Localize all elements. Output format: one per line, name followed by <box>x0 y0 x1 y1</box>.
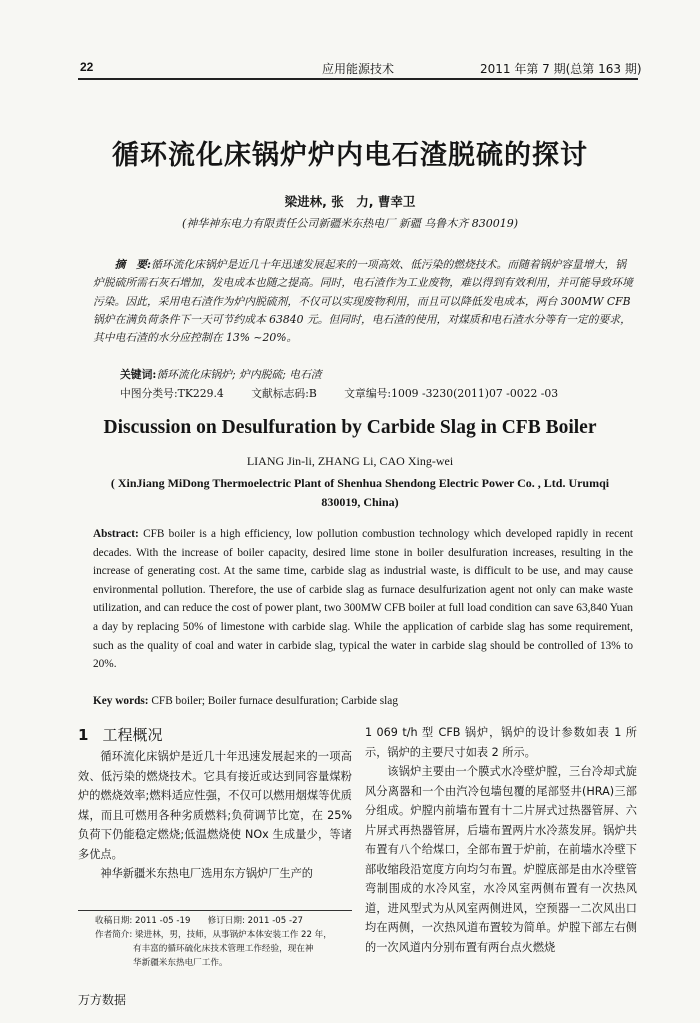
keywords-cn-label: 关键词: <box>120 368 157 381</box>
abstract-cn <box>93 256 633 347</box>
authors-en: LIANG Jin-li, ZHANG Li, CAO Xing-wei <box>246 454 454 468</box>
section-title: 工程概况 <box>102 726 163 744</box>
body-right-column <box>365 723 637 957</box>
paper-title-cn: 循环流化床锅炉炉内电石渣脱硫的探讨 <box>112 140 588 171</box>
authors-cn: 梁进林, 张 力, 曹幸卫 <box>284 194 416 209</box>
body-paragraph: 循环流化床锅炉是近几十年迅速发展起来的一项高效、低污染的燃烧技术。它具有接近或达到同容量煤粉炉的燃烧效率;燃料适应性强，不仅可以燃用烟煤等优质煤，而且可燃用各种劣质燃料;负荷调节比宽，在 25% 负荷下仍能稳定燃烧;低温燃烧使 NOx 生成量少，等诸多优点。 <box>78 750 352 861</box>
footnote-author-bio: 作者简介: 梁进林，男，技师，从事锅炉本体安装工作 22 年， <box>95 930 332 940</box>
header-rule <box>78 78 638 80</box>
body-paragraph: 该锅炉主要由一个膜式水冷壁炉膛，三台冷却式旋风分离器和一个由汽冷包墙包覆的尾部竖井(HRA)三部分组成。炉膛内前墙布置有十二片屏式过热器管屏、六片屏式再热器管屏，后墙布置两片水冷蒸发屏。锅炉共布置有八个给煤口，全部布置于炉前，在前墙水冷壁下部收缩段沿宽度方向均匀布置。炉膛底部是由水冷壁管弯制围成的水冷风室，水冷风室两侧布置有一次热风道，进风型式为从风室两侧进风，空预器一二次风出口均在两侧，一次热风道布置较为简单。炉膛下部左右侧的一次风道内分别布置有两台点火燃烧 <box>365 765 637 954</box>
footnote <box>95 914 353 970</box>
classification-row <box>120 386 640 401</box>
paper-title-en: Discussion on Desulfuration by Carbide Slag in CFB Boiler <box>103 417 597 438</box>
abstract-en-label: Abstract: <box>93 528 139 540</box>
body-paragraph: 神华新疆米东热电厂选用东方锅炉厂生产的 <box>100 867 313 880</box>
section-heading <box>78 724 162 745</box>
journal-name: 应用能源技术 <box>322 62 395 76</box>
article-number: 文章编号:1009 -3230(2011)07 -0022 -03 <box>344 387 559 400</box>
footnote-author-bio-cont: 有丰富的循环硫化床技术管理工作经验，现在神 <box>133 944 314 954</box>
section-number: 1 <box>78 726 89 744</box>
abstract-cn-label: 摘 要: <box>114 258 151 271</box>
keywords-en-label: Key words: <box>93 695 149 707</box>
keywords-en <box>93 695 398 707</box>
footnote-rule <box>78 910 352 911</box>
abstract-en <box>93 525 633 674</box>
footnote-dates: 收稿日期: 2011 -05 -19 修订日期: 2011 -05 -27 <box>95 916 304 926</box>
watermark: 万方数据 <box>78 993 127 1007</box>
keywords-cn-text: 循环流化床锅炉; 炉内脱硫; 电石渣 <box>156 368 322 381</box>
footnote-author-bio-cont: 华新疆米东热电厂工作。 <box>133 958 228 968</box>
keywords-cn <box>120 367 322 382</box>
page-number: 22 <box>80 60 94 74</box>
document-code: 文献标志码:B <box>251 387 317 400</box>
affiliation-en: ( XinJiang MiDong Thermoelectric Plant of Shenhua Shendong Electric Power Co. , Ltd. Urumqi 830019, China) <box>110 476 610 509</box>
abstract-en-text: CFB boiler is a high efficiency, low pollution combustion technology which developed rapidly in recent decades. With the increase of boiler capacity, desired lime stone in boiler desulfuration increases, resulting in the increase of generating cost. At the same time, carbide slag as industrial waste, is difficult to be use, and may cause environmental pollution. Therefore, the use of carbide slag as furnace desulfurization agent not only can make waste utilization, and can reduce the cost of power plant, two 300MW CFB boiler at full load condition can save 63,840 Yuan a day by replacing 50% of limestone with carbide slag. While the application of carbide slag has some requirement, such as the quality of coal and water in carbide slag, typical the water in carbide slag should be controlled of 13% to 20%. <box>93 528 633 671</box>
body-paragraph: 1 069 t/h 型 CFB 锅炉，锅炉的设计参数如表 1 所示，锅炉的主要尺寸如表 2 所示。 <box>365 726 637 759</box>
clc-number: 中图分类号:TK229.4 <box>120 387 224 400</box>
body-left-column <box>78 747 352 884</box>
affiliation-cn: (神华神东电力有限责任公司新疆米东热电厂 新疆 乌鲁木齐 830019) <box>181 217 519 230</box>
issue-info: 2011 年第 7 期(总第 163 期) <box>480 62 642 76</box>
keywords-en-text: CFB boiler; Boiler furnace desulfuration; Carbide slag <box>151 695 398 707</box>
abstract-cn-text: 循环流化床锅炉是近几十年迅速发展起来的一项高效、低污染的燃烧技术。而随着锅炉容量增大，锅炉脱硫所需石灰石增加，发电成本也随之提高。同时，电石渣作为工业废物，难以得到有效利用，并可能导致环境污染。因此，采用电石渣作为炉内脱硫剂，不仅可以实现废物利用，而且可以降低发电成本，两台 300MW CFB 锅炉在满负荷条件下一天可节约成本 63840 元。但同时，电石渣的使用，对煤质和电石渣水分等有一定的要求，其中电石渣的水分应控制在 13% ~20%。 <box>93 258 633 345</box>
